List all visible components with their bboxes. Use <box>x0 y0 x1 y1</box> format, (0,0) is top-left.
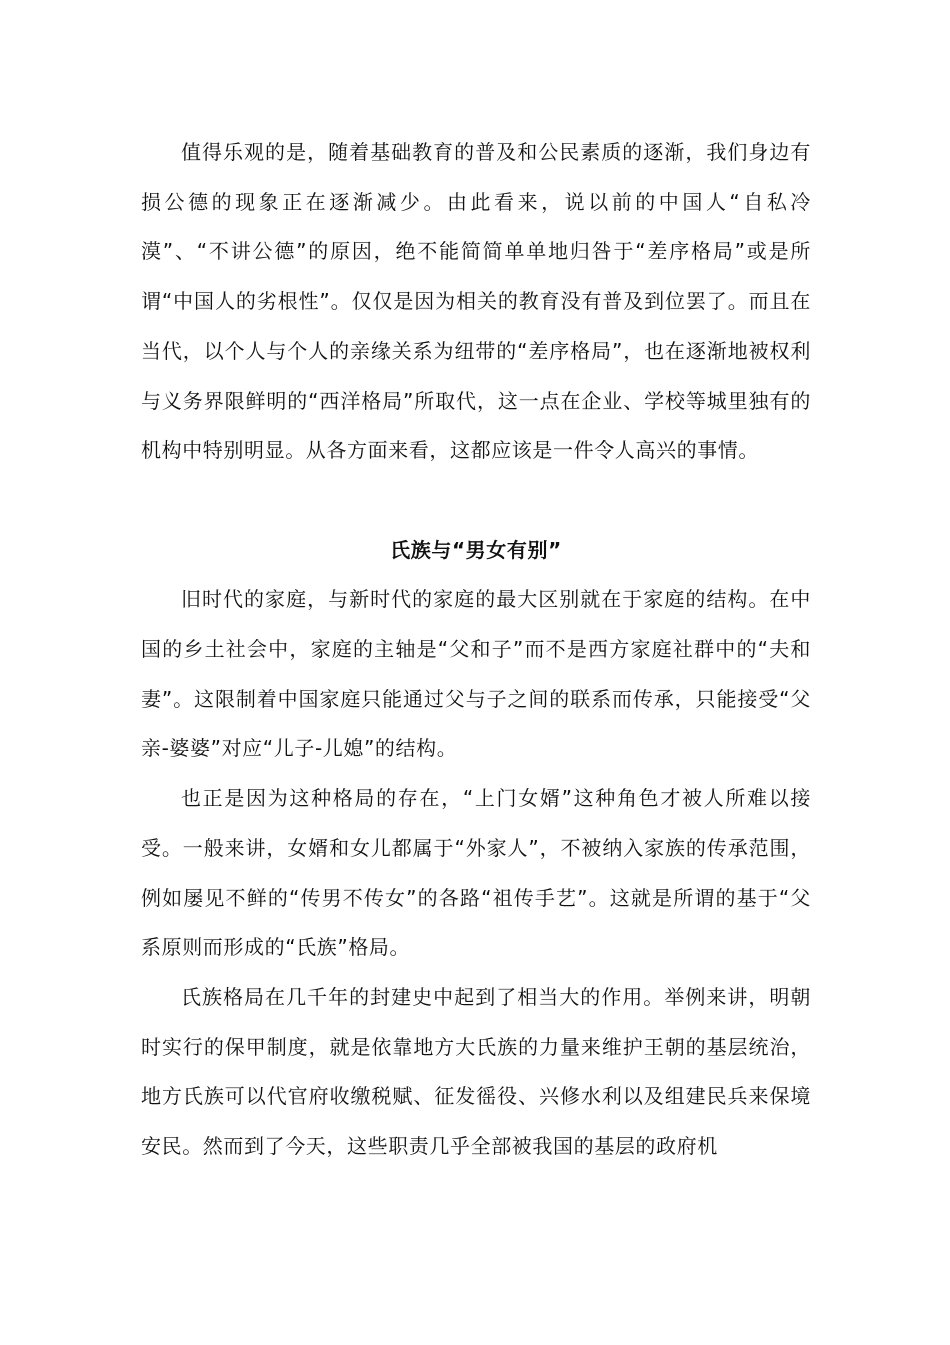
paragraph-optimism: 值得乐观的是，随着基础教育的普及和公民素质的逐渐，我们身边有损公德的现象正在逐渐减少。由此看来，说以前的中国人“自私冷漠”、“不讲公德”的原因，绝不能简简单单地归咎于“差序格局”或是所谓“中国人的劣根性”。仅仅是因为相关的教育没有普及到位罢了。而且在当代，以个人与个人的亲缘关系为纽带的“差序格局”，也在逐渐地被权利与义务界限鲜明的“西洋格局”所取代，这一点在企业、学校等城里独有的机构中特别明显。从各方面来看，这都应该是一件令人高兴的事情。 <box>141 140 811 463</box>
paragraph-family-structure: 旧时代的家庭，与新时代的家庭的最大区别就在于家庭的结构。在中国的乡土社会中，家庭的主轴是“父和子”而不是西方家庭社群中的“夫和妻”。这限制着中国家庭只能通过父与子之间的联系而传承，只能接受“父亲-婆婆”对应“儿子-儿媳”的结构。 <box>141 587 811 761</box>
document-page <box>141 128 811 1172</box>
paragraph-clan-role: 氏族格局在几千年的封建史中起到了相当大的作用。举例来讲，明朝时实行的保甲制度，就是依靠地方大氏族的力量来维护王朝的基层统治，地方氏族可以代官府收缴税赋、征发徭役、兴修水利以及组建民兵来保境安民。然而到了今天，这些职责几乎全部被我国的基层的政府机 <box>141 984 811 1159</box>
paragraph-son-in-law: 也正是因为这种格局的存在，“上门女婿”这种角色才被人所难以接受。一般来讲，女婿和女儿都属于“外家人”，不被纳入家族的传承范围，例如屡见不鲜的“传男不传女”的各路“祖传手艺”。这就是所谓的基于“父系原则而形成的“氏族”格局。 <box>141 786 811 960</box>
section-spacer <box>141 476 811 526</box>
section-title: 氏族与“男女有别” <box>390 537 562 562</box>
